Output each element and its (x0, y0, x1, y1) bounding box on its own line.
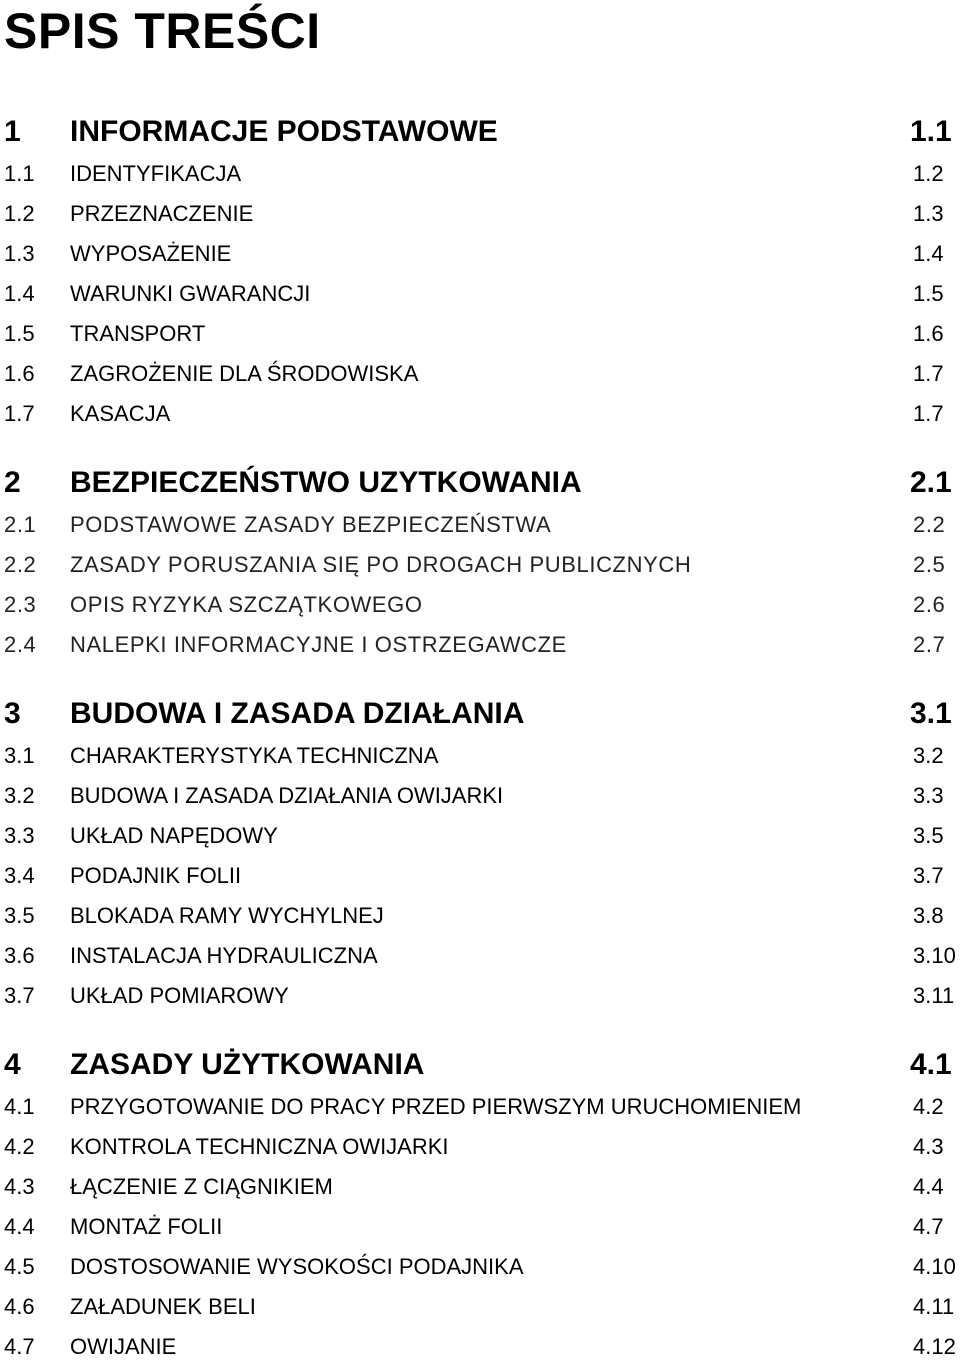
entry-title: DOSTOSOWANIE WYSOKOŚCI PODAJNIKA (70, 1254, 524, 1279)
entry-number: 1 (4, 115, 21, 148)
entry-title: WARUNKI GWARANCJI (70, 281, 311, 306)
toc-entry[interactable] (0, 1287, 960, 1327)
toc-section-heading[interactable] (0, 110, 960, 154)
entry-title: PODSTAWOWE ZASADY BEZPIECZEŃSTWA (70, 512, 552, 537)
entry-number: 4 (4, 1048, 21, 1081)
entry-page: 4.11 (913, 1294, 955, 1319)
entry-page: 4.3 (913, 1134, 944, 1159)
toc-entry[interactable] (0, 585, 960, 625)
entry-page: 2.6 (913, 592, 946, 617)
entry-page: 1.6 (913, 321, 944, 346)
entry-title: INFORMACJE PODSTAWOWE (70, 115, 498, 148)
toc-entry[interactable] (0, 1247, 960, 1287)
entry-page: 3.2 (913, 743, 944, 768)
page-title: SPIS TREŚCI (4, 3, 321, 59)
entry-page: 4.2 (913, 1094, 944, 1119)
toc-entry[interactable] (0, 736, 960, 776)
toc-entry[interactable] (0, 234, 960, 274)
entry-number: 2.4 (4, 632, 37, 657)
entry-number: 1.6 (4, 361, 35, 386)
toc-entry[interactable] (0, 816, 960, 856)
toc-entry[interactable] (0, 776, 960, 816)
entry-number: 3.5 (4, 903, 35, 928)
entry-number: 2.1 (4, 512, 37, 537)
entry-title: INSTALACJA HYDRAULICZNA (70, 943, 378, 968)
entry-page: 4.1 (910, 1048, 952, 1081)
entry-page: 3.1 (910, 697, 952, 730)
toc-entry[interactable] (0, 314, 960, 354)
entry-page: 2.1 (910, 466, 952, 499)
entry-number: 4.2 (4, 1134, 35, 1159)
entry-page: 3.3 (913, 783, 944, 808)
toc-entry[interactable] (0, 1087, 960, 1127)
entry-page: 3.5 (913, 823, 944, 848)
entry-title: KONTROLA TECHNICZNA OWIJARKI (70, 1134, 449, 1159)
toc-entry[interactable] (0, 545, 960, 585)
entry-page: 3.7 (913, 863, 944, 888)
toc-entry[interactable] (0, 976, 960, 1016)
entry-number: 1.5 (4, 321, 35, 346)
entry-number: 1.2 (4, 201, 35, 226)
entry-number: 4.6 (4, 1294, 35, 1319)
entry-title: KASACJA (70, 401, 171, 426)
toc-section-heading[interactable] (0, 461, 960, 505)
entry-number: 3.6 (4, 943, 35, 968)
entry-title: IDENTYFIKACJA (70, 161, 242, 186)
entry-number: 2.2 (4, 552, 37, 577)
entry-title: WYPOSAŻENIE (70, 241, 232, 266)
entry-page: 3.11 (913, 983, 955, 1008)
entry-number: 4.1 (4, 1094, 35, 1119)
entry-number: 1.3 (4, 241, 35, 266)
toc-entry[interactable] (0, 1167, 960, 1207)
entry-number: 3 (4, 697, 21, 730)
toc-entry[interactable] (0, 856, 960, 896)
entry-number: 3.2 (4, 783, 35, 808)
entry-title: MONTAŻ FOLII (70, 1214, 223, 1239)
entry-title: BUDOWA I ZASADA DZIAŁANIA (70, 697, 525, 730)
entry-title: ZAGROŻENIE DLA ŚRODOWISKA (70, 361, 419, 386)
entry-number: 1.1 (4, 161, 35, 186)
entry-title: NALEPKI INFORMACYJNE I OSTRZEGAWCZE (70, 632, 567, 657)
entry-number: 1.7 (4, 401, 35, 426)
toc-entry[interactable] (0, 354, 960, 394)
table-of-contents (0, 110, 960, 1367)
entry-number: 4.4 (4, 1214, 35, 1239)
entry-number: 3.1 (4, 743, 35, 768)
entry-title: OPIS RYZYKA SZCZĄTKOWEGO (70, 592, 423, 617)
entry-page: 1.4 (913, 241, 944, 266)
toc-section-heading[interactable] (0, 692, 960, 736)
toc-entry[interactable] (0, 154, 960, 194)
entry-title: BLOKADA RAMY WYCHYLNEJ (70, 903, 384, 928)
entry-title: ŁĄCZENIE Z CIĄGNIKIEM (70, 1174, 333, 1199)
entry-title: PRZEZNACZENIE (70, 201, 254, 226)
entry-page: 4.12 (913, 1334, 956, 1359)
entry-page: 1.2 (913, 161, 944, 186)
entry-number: 4.7 (4, 1334, 35, 1359)
entry-title: BUDOWA I ZASADA DZIAŁANIA OWIJARKI (70, 783, 504, 808)
entry-title: TRANSPORT (70, 321, 206, 346)
entry-page: 1.7 (913, 401, 944, 426)
entry-page: 2.7 (913, 632, 946, 657)
entry-page: 4.7 (913, 1214, 944, 1239)
entry-title: ZASADY PORUSZANIA SIĘ PO DROGACH PUBLICZNYCH (70, 552, 692, 577)
entry-title: CHARAKTERYSTYKA TECHNICZNA (70, 743, 439, 768)
toc-entry[interactable] (0, 896, 960, 936)
toc-entry[interactable] (0, 394, 960, 434)
entry-number: 3.7 (4, 983, 35, 1008)
entry-title: PODAJNIK FOLII (70, 863, 242, 888)
entry-page: 4.4 (913, 1174, 944, 1199)
entry-page: 3.10 (913, 943, 956, 968)
entry-page: 1.5 (913, 281, 944, 306)
entry-number: 1.4 (4, 281, 35, 306)
entry-page: 2.2 (913, 512, 946, 537)
entry-number: 2 (4, 466, 21, 499)
entry-page: 2.5 (913, 552, 946, 577)
entry-title: PRZYGOTOWANIE DO PRACY PRZED PIERWSZYM URUCHOMIENIEM (70, 1094, 802, 1119)
entry-number: 3.3 (4, 823, 35, 848)
toc-entry[interactable] (0, 1327, 960, 1367)
entry-title: BEZPIECZEŃSTWO UZYTKOWANIA (70, 466, 582, 499)
entry-title: UKŁAD POMIAROWY (70, 983, 289, 1008)
entry-page: 4.10 (913, 1254, 956, 1279)
entry-title: ZASADY UŻYTKOWANIA (70, 1048, 425, 1081)
toc-entry[interactable] (0, 274, 960, 314)
entry-page: 1.3 (913, 201, 944, 226)
entry-page: 1.1 (910, 115, 952, 148)
toc-entry[interactable] (0, 194, 960, 234)
toc-entry[interactable] (0, 505, 960, 545)
entry-number: 2.3 (4, 592, 37, 617)
entry-title: ZAŁADUNEK BELI (70, 1294, 256, 1319)
entry-number: 4.3 (4, 1174, 35, 1199)
entry-number: 3.4 (4, 863, 35, 888)
entry-number: 4.5 (4, 1254, 35, 1279)
toc-entry[interactable] (0, 625, 960, 665)
toc-entry[interactable] (0, 936, 960, 976)
entry-page: 3.8 (913, 903, 944, 928)
toc-section-heading[interactable] (0, 1043, 960, 1087)
entry-page: 1.7 (913, 361, 944, 386)
toc-entry[interactable] (0, 1127, 960, 1167)
entry-title: UKŁAD NAPĘDOWY (70, 823, 278, 848)
toc-entry[interactable] (0, 1207, 960, 1247)
entry-title: OWIJANIE (70, 1334, 177, 1359)
